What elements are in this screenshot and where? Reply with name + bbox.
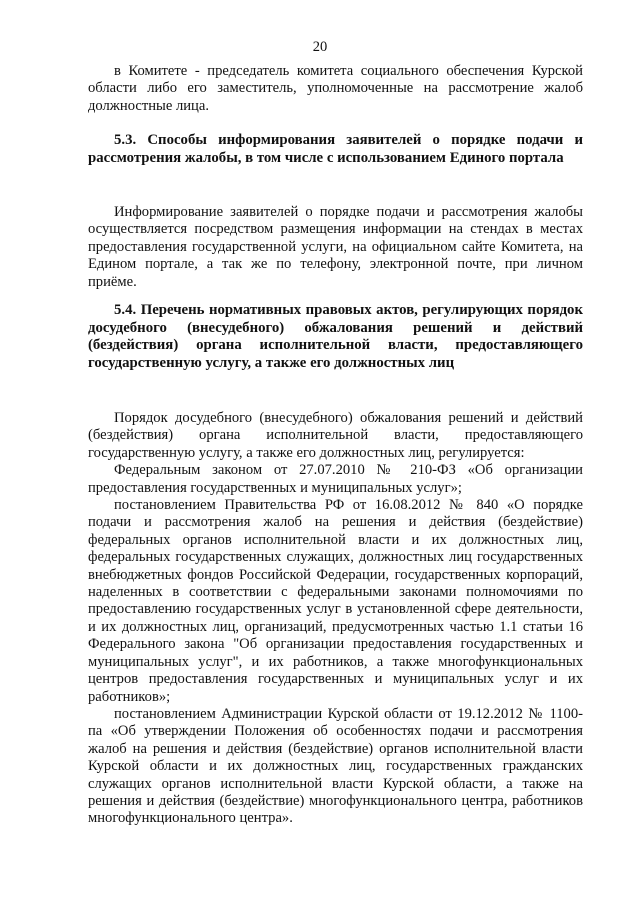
- section-5-4-paragraph-4: постановлением Администрации Курской области от 19.12.2012 № 1100-па «Об утверждении Положения об особенностях подачи и рассмотрения жалоб на решения и действия (бездействие) органов исполнительной власти Курской области и их должностных лиц, государственных гражданских служащих органов исполнительной власти Курской области, а также на решения и действия (бездействие) многофункционального центра, работников многофункционального центра».: [88, 705, 583, 827]
- section-5-4-paragraph-2: Федеральным законом от 27.07.2010 № 210-ФЗ «Об организации предоставления государственных и муниципальных услуг»;: [88, 462, 583, 496]
- section-5-4-heading: 5.4. Перечень нормативных правовых актов, регулирующих порядок досудебного (внесудебного) обжалования решений и действий (бездействия) органа исполнительной власти, предоставляющего государственную услугу, а также его должностных лиц: [88, 302, 583, 371]
- page-number: 20: [312, 39, 328, 55]
- section-5-4: [88, 302, 583, 372]
- section-5-3: [88, 132, 583, 167]
- section-5-3-body: Информирование заявителей о порядке подачи и рассмотрения жалобы осуществляется посредством размещения информации на стендах в местах предоставления государственной услуги, на официальном сайте Комитета, на Едином портале, а так же по телефону, электронной почте, при личном приёме.: [88, 204, 583, 290]
- section-5-4-body: [88, 410, 583, 828]
- intro-paragraph: в Комитете - председатель комитета социального обеспечения Курской области либо его заместитель, уполномоченные на рассмотрение жалоб должностные лица.: [88, 63, 583, 114]
- section-5-4-paragraph-3: постановлением Правительства РФ от 16.08.2012 № 840 «О порядке подачи и рассмотрения жалоб на решения и действия (бездействие) федеральных органов исполнительной власти и их должностных лиц, федеральных государственных служащих, должностных лиц государственных внебюджетных фондов Российской Федерации, государственных корпораций, наделенных в соответствии с федеральными законами полномочиями по предоставлению государственных услуг в установленной сфере деятельности, и их должностных лиц, организаций, предусмотренных частью 1.1 статьи 16 Федерального закона "Об организации предоставления государственных и муниципальных услуг", и их работников, а также многофункциональных центров предоставления государственных и муниципальных услуг и их работников»;: [88, 497, 583, 705]
- section-5-3-body-block: [88, 204, 583, 291]
- intro-block: [88, 63, 583, 115]
- section-5-4-paragraph-1: Порядок досудебного (внесудебного) обжалования решений и действий (бездействия) органа исполнительной власти, предоставляющего государственную услугу, а также его должностных лиц, регулируется:: [88, 410, 583, 461]
- section-5-3-heading: 5.3. Способы информирования заявителей о порядке подачи и рассмотрения жалобы, в том числе с использованием Единого портала: [88, 132, 583, 166]
